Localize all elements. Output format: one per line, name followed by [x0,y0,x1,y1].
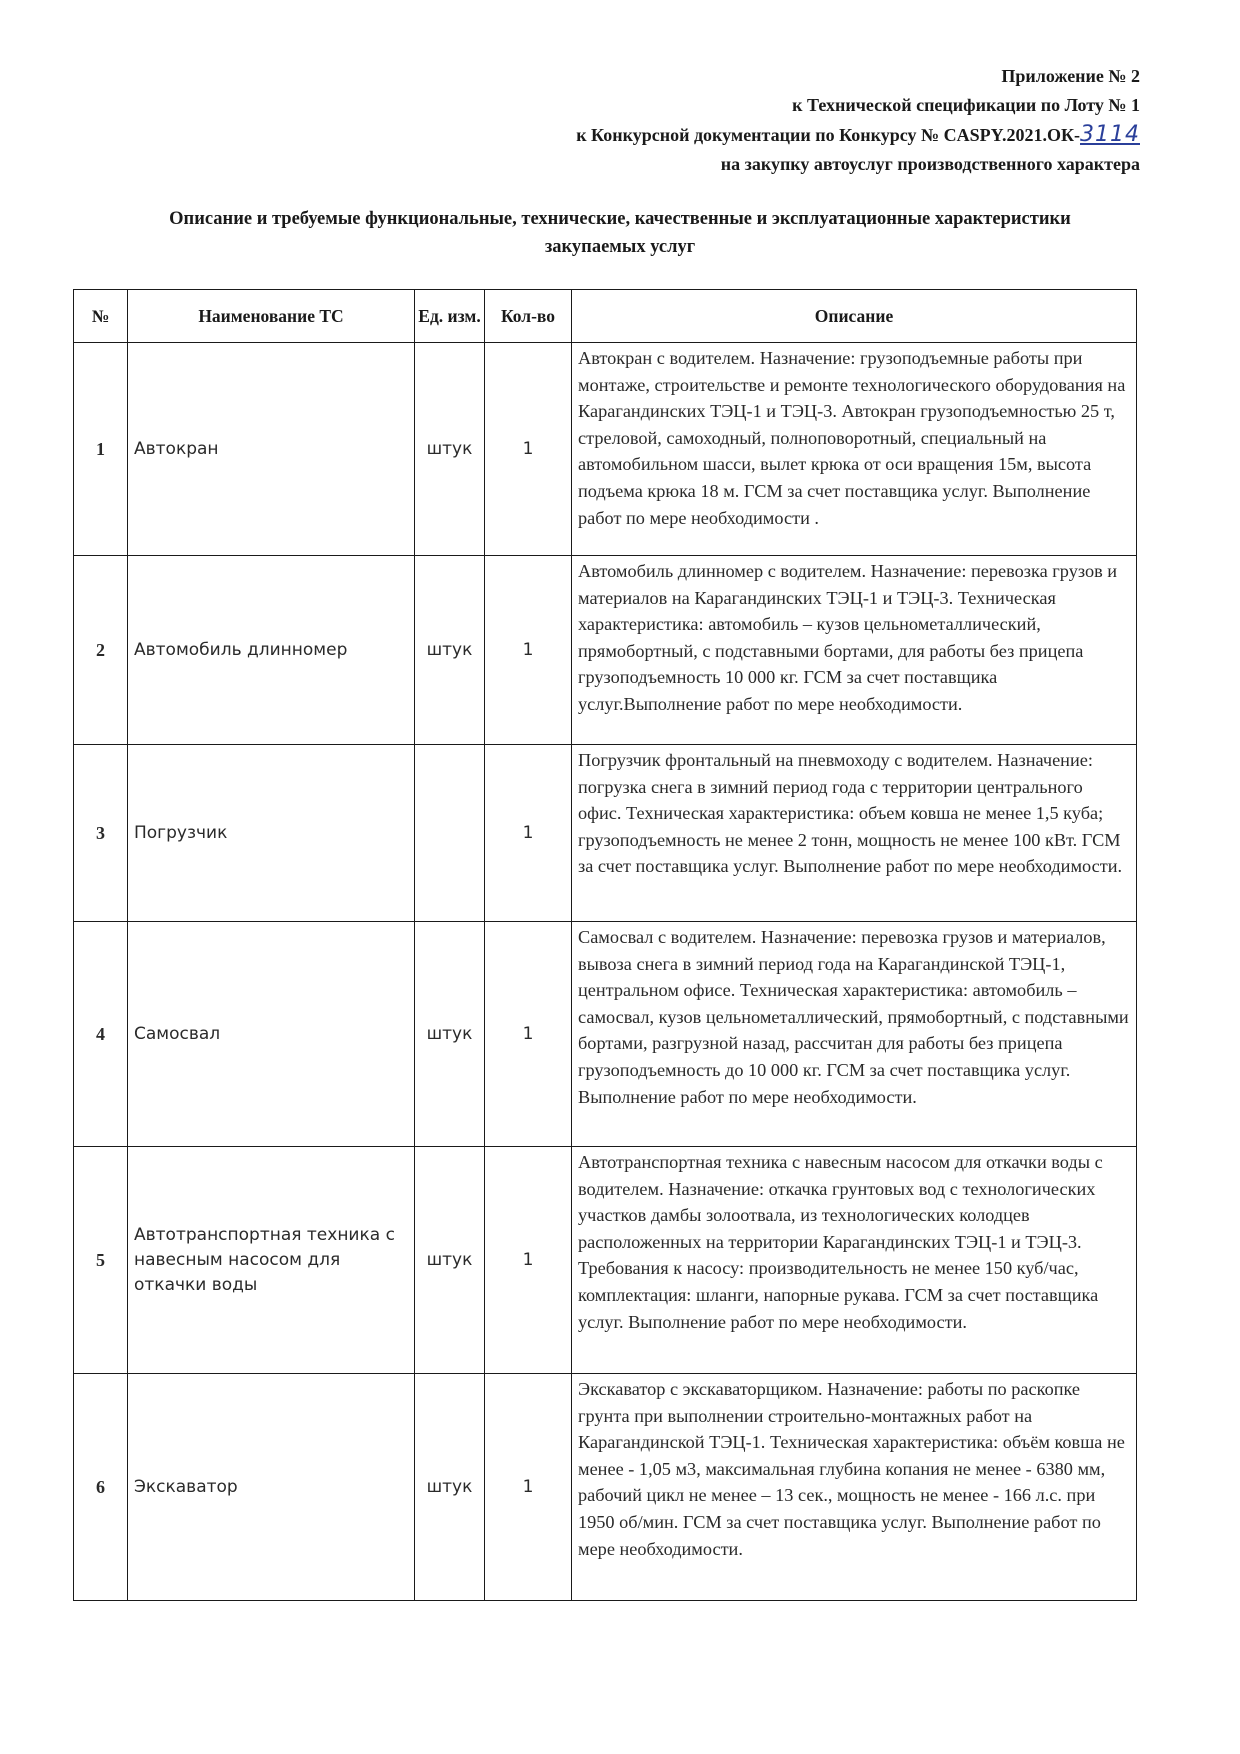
row-number: 5 [74,1147,128,1374]
quantity: 1 [485,1374,572,1601]
vehicle-name: Самосвал [128,922,415,1147]
unit-of-measure: штук [415,1147,485,1374]
vehicle-name: Автомобиль длинномер [128,556,415,745]
table-row [74,556,1137,745]
vehicle-name: Автокран [128,343,415,556]
quantity: 1 [485,343,572,556]
handwritten-tender-number: 3114 [1080,122,1140,147]
page-title-line-2: закупаемых услуг [544,237,696,257]
row-number: 1 [74,343,128,556]
description: Погрузчик фронтальный на пневмоходу с водителем. Назначение: погрузка снега в зимний период года с территории центрального офис. Техническая характеристика: объем ковша не менее 1,5 куба; грузоподъемность не менее 2 тонн, мощность не менее 100 кВт. ГСМ за счет поставщика услуг. Выполнение работ по мере необходимости. [572,745,1137,922]
appendix-tender-reference [576,120,1140,150]
appendix-purpose: на закупку автоуслуг производственного характера [720,154,1140,174]
unit-of-measure [415,745,485,922]
row-number: 4 [74,922,128,1147]
column-header-quantity: Кол-во [485,290,572,343]
table-row [74,343,1137,556]
page-title [80,205,1160,261]
column-header-unit: Ед. изм. [415,290,485,343]
vehicle-name: Экскаватор [128,1374,415,1601]
tender-reference-text: к Конкурсной документации по Конкурсу № CASPY.2021.ОК- [576,125,1080,145]
description: Автокран с водителем. Назначение: грузоподъемные работы при монтаже, строительстве и ремонте технологического оборудования на Карагандинских ТЭЦ-1 и ТЭЦ-3. Автокран грузоподъемностью 25 т, стреловой, самоходный, полноповоротный, специальный на автомобильном шасси, вылет крюка от оси вращения 15м, высота подъема крюка 18 м. ГСМ за счет поставщика услуг. Выполнение работ по мере необходимости . [572,343,1137,556]
column-header-number: № [74,290,128,343]
vehicle-name: Автотранспортная техника с навесным насосом для откачки воды [128,1147,415,1374]
quantity: 1 [485,745,572,922]
table-header-row [74,290,1137,343]
description: Автомобиль длинномер с водителем. Назначение: перевозка грузов и материалов на Карагандинских ТЭЦ-1 и ТЭЦ-3. Техническая характеристика: автомобиль – кузов цельнометаллический, прямобортный, с подставными бортами, для работы без прицепа грузоподъемность 10 000 кг. ГСМ за счет поставщика услуг.Выполнение работ по мере необходимости. [572,556,1137,745]
table-row [74,1147,1137,1374]
row-number: 6 [74,1374,128,1601]
column-header-name: Наименование ТС [128,290,415,343]
row-number: 2 [74,556,128,745]
quantity: 1 [485,556,572,745]
services-spec-table [73,289,1137,1601]
row-number: 3 [74,745,128,922]
table-row [74,922,1137,1147]
unit-of-measure: штук [415,556,485,745]
unit-of-measure: штук [415,922,485,1147]
unit-of-measure: штук [415,343,485,556]
vehicle-name: Погрузчик [128,745,415,922]
page-title-line-1: Описание и требуемые функциональные, технические, качественные и эксплуатационные характеристики [169,209,1071,229]
description: Автотранспортная техника с навесным насосом для откачки воды с водителем. Назначение: откачка грунтовых вод с технологических участков дамбы золоотвала, из технологических колодцев расположенных на территории Карагандинских ТЭЦ-1 и ТЭЦ-3. Требования к насосу: производительность не менее 150 куб/час, комплектация: шланги, напорные рукава. ГСМ за счет поставщика услуг. Выполнение работ по мере необходимости. [572,1147,1137,1374]
description: Самосвал с водителем. Назначение: перевозка грузов и материалов, вывоза снега в зимний период года на Карагандинской ТЭЦ-1, центральном офисе. Техническая характеристика: автомобиль – самосвал, кузов цельнометаллический, прямобортный, с подставными бортами, разгрузной назад, рассчитан для работы без прицепа грузоподъемность до 10 000 кг. ГСМ за счет поставщика услуг. Выполнение работ по мере необходимости. [572,922,1137,1147]
column-header-description: Описание [572,290,1137,343]
table-row [74,745,1137,922]
quantity: 1 [485,1147,572,1374]
description: Экскаватор с экскаваторщиком. Назначение: работы по раскопке грунта при выполнении строительно-монтажных работ на Карагандинской ТЭЦ-1. Техническая характеристика: объём ковша не менее - 1,05 м3, максимальная глубина копания не менее - 6380 мм, рабочий цикл не менее – 13 сек., мощность не менее - 166 л.с. при 1950 об/мин. ГСМ за счет поставщика услуг. Выполнение работ по мере необходимости. [572,1374,1137,1601]
appendix-number: Приложение № 2 [1001,66,1140,86]
quantity: 1 [485,922,572,1147]
table-row [74,1374,1137,1601]
document-header [576,62,1140,179]
unit-of-measure: штук [415,1374,485,1601]
appendix-spec-reference: к Технической спецификации по Лоту № 1 [792,95,1140,115]
